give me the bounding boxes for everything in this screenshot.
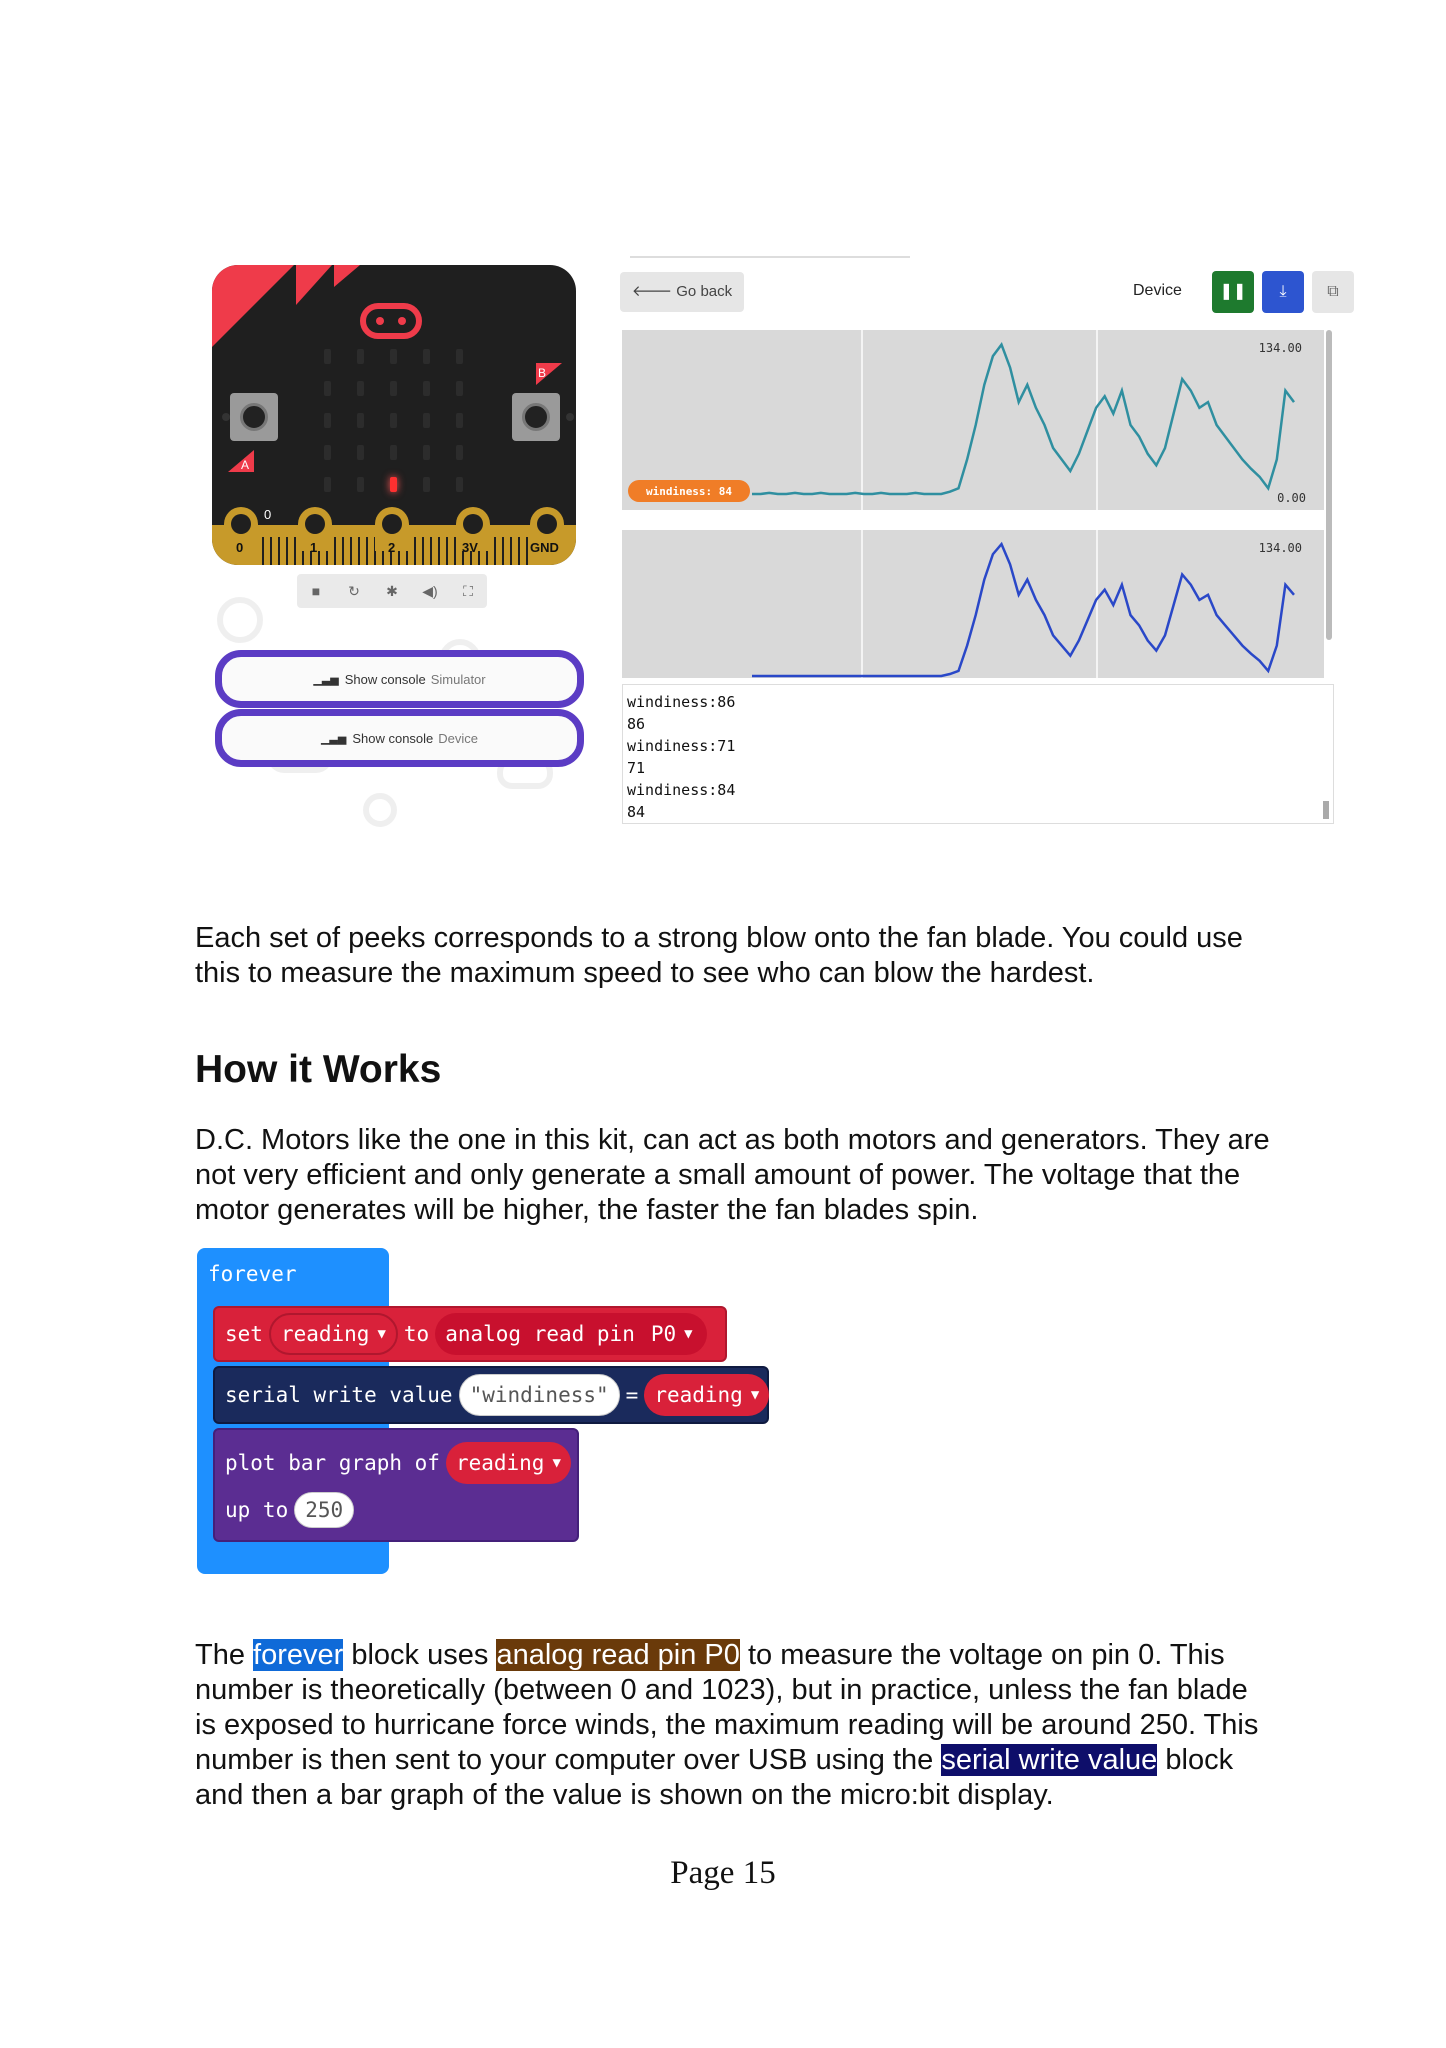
microbit-simulator[interactable] <box>212 265 576 565</box>
simulator-toolbar <box>297 574 487 608</box>
series-line-windiness <box>752 345 1294 494</box>
show-console-simulator-button[interactable]: ▁▃▅ Show console Simulator <box>215 650 584 708</box>
serial-console <box>622 684 1334 824</box>
paragraph-explanation: The forever block uses analog read pin P0 to measure the voltage on pin 0. This number is theoretically (between 0 and 1023), but in practice, unless the fan blade is exposed to hurricane force winds, the maximum reading will be around 250. This number is then sent to your computer over USB using the serial write value block and then a bar graph of the value is shown on the micro:bit display. <box>195 1639 1259 1811</box>
debug-icon[interactable]: ✱ <box>386 583 398 599</box>
console-line: windiness:84 <box>627 781 736 799</box>
serial-write-block[interactable]: serial write value "windiness" = reading ▼ <box>213 1366 769 1424</box>
arrow-left-icon: 🡐 <box>631 283 677 300</box>
chart-panel-1 <box>622 330 1324 510</box>
variable-dropdown[interactable]: reading ▼ <box>269 1313 398 1355</box>
highlight-serial-write: serial write value <box>941 1744 1158 1776</box>
bar-chart-icon: ▁▃▅ <box>320 732 347 745</box>
series-line-windiness <box>752 544 1294 676</box>
show-console-device-button[interactable]: ▁▃▅ Show console Device <box>215 709 584 767</box>
pin-label: GND <box>530 540 559 555</box>
y-max-label: 134.00 <box>1258 541 1302 555</box>
line-chart-1 <box>622 330 1324 510</box>
divider <box>630 256 910 258</box>
board-edge-dot <box>222 413 230 421</box>
badge-label: windiness: 84 <box>645 485 733 498</box>
svg-text:B: B <box>538 366 547 380</box>
section-heading: How it Works <box>195 1048 442 1091</box>
svg-text:A: A <box>241 458 250 472</box>
highlight-analog-read: analog read pin P0 <box>496 1639 740 1671</box>
page-number: Page 15 <box>670 1855 776 1891</box>
download-button[interactable] <box>1262 271 1304 313</box>
fullscreen-icon[interactable]: ⛶ <box>463 583 473 599</box>
y-max-label: 134.00 <box>1258 341 1302 355</box>
pin-dropdown[interactable]: P0 ▼ <box>643 1317 701 1351</box>
console-line: 86 <box>627 715 646 733</box>
console-line: 84 <box>627 803 646 821</box>
max-value-input[interactable]: 250 <box>294 1492 354 1528</box>
copy-button[interactable] <box>1312 271 1354 313</box>
console-line: windiness:71 <box>627 737 736 755</box>
restart-icon[interactable]: ↻ <box>348 583 360 599</box>
pin-label: 0 <box>236 540 244 555</box>
button-b-marker <box>536 363 562 385</box>
go-back-button[interactable]: 🡐 Go back <box>620 272 744 312</box>
pin-label: 2 <box>388 540 396 555</box>
pin-label: 3V <box>462 540 478 555</box>
pause-icon: ❚❚ <box>1219 283 1247 300</box>
button-b[interactable] <box>512 393 560 441</box>
paragraph-motors: D.C. Motors like the one in this kit, can act as both motors and generators. They are not very efficient and only generate a small amount of power. The voltage that the motor generates will be higher, the faster the fan blades spin. <box>195 1124 1270 1226</box>
variable-dropdown[interactable]: reading ▼ <box>446 1442 571 1484</box>
variable-dropdown[interactable]: reading ▼ <box>644 1374 769 1416</box>
forever-label: forever <box>208 1262 297 1286</box>
chart-scrollbar[interactable] <box>1326 330 1332 640</box>
chart-panel-2 <box>622 530 1324 678</box>
bar-chart-icon: ▁▃▅ <box>313 673 339 686</box>
console-line: windiness:86 <box>627 693 736 711</box>
pin0-value: 0 <box>264 507 272 522</box>
string-input[interactable]: "windiness" <box>459 1374 620 1416</box>
pin-label: 1 <box>310 540 318 555</box>
y-min-label: 0.00 <box>1277 491 1306 505</box>
microbit-logo[interactable] <box>360 303 422 339</box>
console-line: 71 <box>627 759 646 777</box>
line-chart-2 <box>622 530 1324 678</box>
stop-icon[interactable]: ■ <box>311 583 321 599</box>
device-label: Device <box>1133 282 1182 299</box>
set-block[interactable]: set reading ▼ to analog read pin P0 ▼ <box>213 1306 727 1362</box>
plot-bar-graph-block[interactable]: plot bar graph of reading ▼ up to 250 <box>213 1428 579 1542</box>
download-icon: ⤓ <box>1279 283 1287 300</box>
button-a[interactable] <box>230 393 278 441</box>
sound-icon[interactable]: ◀) <box>422 583 438 599</box>
pause-button[interactable] <box>1212 271 1254 313</box>
copy-icon: ⧉ <box>1327 283 1339 300</box>
console-scrollbar[interactable] <box>1323 801 1329 819</box>
highlight-forever: forever <box>253 1639 344 1671</box>
led-on <box>390 477 397 492</box>
paragraph-peaks: Each set of peeks corresponds to a strong blow onto the fan blade. You could use this to measure the maximum speed to see who can blow the hardest. <box>195 922 1243 989</box>
board-edge-dot <box>566 413 574 421</box>
analog-read-block[interactable]: analog read pin P0 ▼ <box>435 1313 706 1355</box>
button-a-marker <box>228 450 254 472</box>
